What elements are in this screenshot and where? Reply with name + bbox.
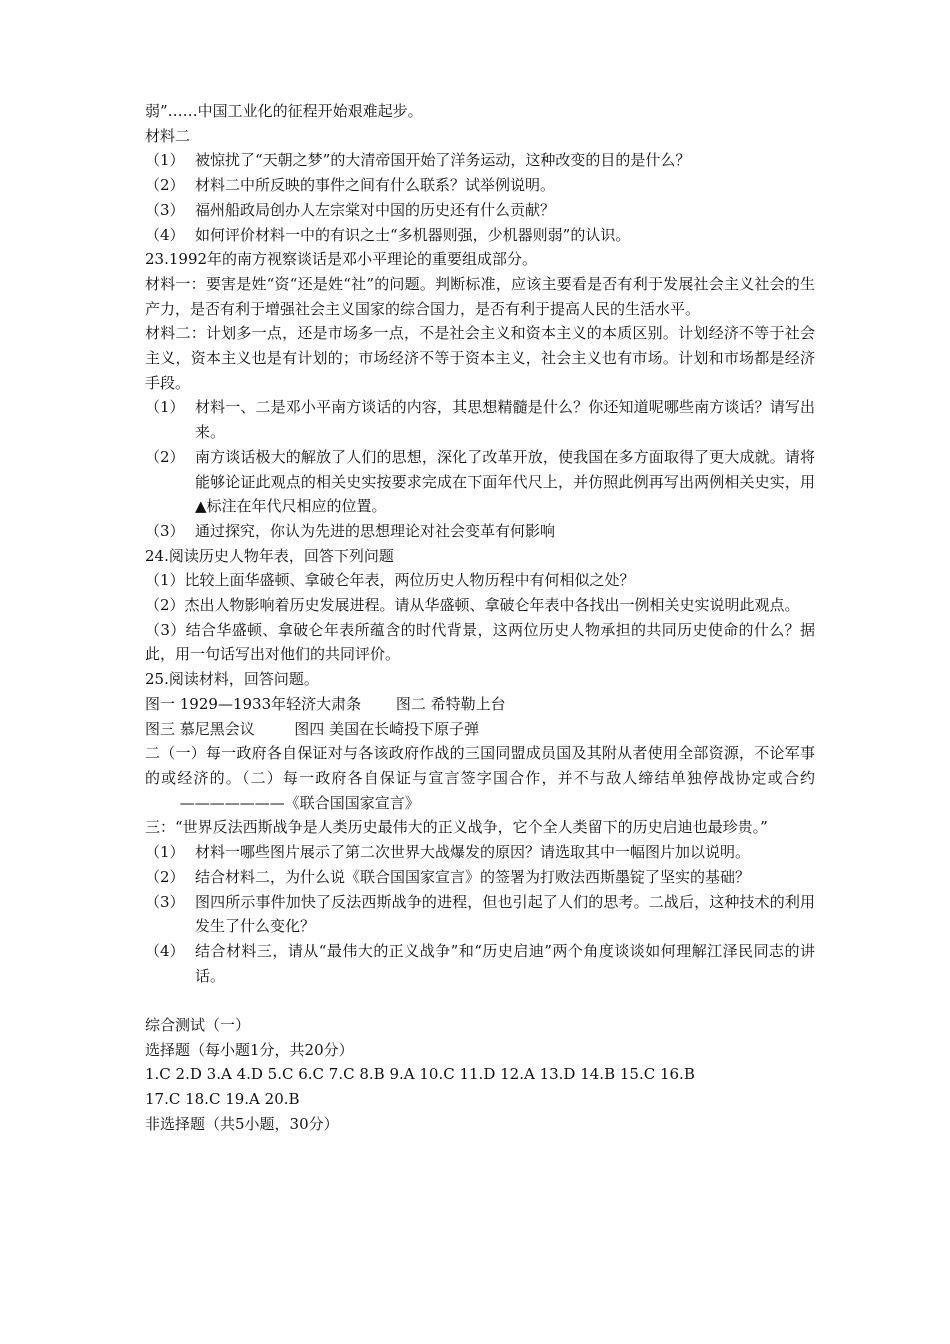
question-text: 结合材料三，请从“最伟大的正义战争”和“历史启迪”两个角度谈谈如何理解江泽民同志的讲话。 [195, 941, 815, 985]
question-item [145, 173, 815, 198]
question-number: （4） [145, 941, 185, 960]
question-item [145, 445, 815, 519]
answer-subtitle: 非选择题（共5小题，30分） [145, 1114, 339, 1133]
material-paragraph: 二（一）每一政府各自保证对与各该政府作战的三国同盟成员国及其附从者使用全部资源，不论军事的或经济的。（二）每一政府各自保证与宣言签字国合作，并不与敌人缔结单独停战协定或合约 ———————《联合国国家宣言》 [145, 744, 815, 812]
question-item [145, 223, 815, 248]
question-text: 南方谈话极大的解放了人们的思想，深化了改革开放，使我国在多方面取得了更大成就。请将能够论证此观点的相关史实按要求完成在下面年代尺上，并仿照此例再写出两例相关史实，用▲标注在年代尺相应的位置。 [195, 447, 815, 516]
answer-section-title: 综合测试（一） [145, 1016, 251, 1034]
question-text: 福州船政局创办人左宗棠对中国的历史还有什么贡献？ [195, 200, 556, 219]
sub-question: （2）杰出人物影响着历史发展进程。请从华盛顿、拿破仑年表中各找出一例相关史实说明此观点。 [145, 596, 800, 615]
question-text: 被惊扰了“天朝之梦”的大清帝国开始了洋务运动，这种改变的目的是什么？ [195, 151, 691, 170]
question-title: 24.阅读历史人物年表，回答下列问题 [145, 546, 394, 565]
question-title: 23.1992年的南方视察谈话是邓小平理论的重要组成部分。 [145, 250, 538, 269]
question-text: 如何评价材料一中的有识之士“多机器则强，少机器则弱”的认识。 [195, 225, 631, 244]
answer-subtitle: 选择题（每小题1分，共20分） [145, 1040, 354, 1059]
text-line: 弱”……中国工业化的征程开始艰难起步。 [145, 102, 423, 120]
sub-question: （1）比较上面华盛顿、拿破仑年表，两位历史人物历程中有何相似之处？ [145, 571, 635, 590]
material-heading: 材料二 [145, 126, 191, 145]
question-item [145, 890, 815, 939]
material-paragraph: 材料二：计划多一点，还是市场多一点，不是社会主义和资本主义的本质区别。计划经济不等于社会主义，资本主义也是有计划的；市场经济不等于资本主义，社会主义也有市场。计划和市场都是经济手段。 [145, 324, 815, 392]
question-text: 通过探究，你认为先进的思想理论对社会变革有何影响 [195, 521, 556, 540]
question-item [145, 148, 815, 173]
answer-key-line: 17.C 18.C 19.A 20.B [145, 1090, 300, 1109]
sub-question: （3）结合华盛顿、拿破仑年表所蕴含的时代背景，这两位历史人物承担的共同历史使命的什么？据此，用一句话写出对他们的共同评价。 [145, 620, 815, 664]
question-number: （3） [145, 521, 185, 540]
figure-caption: 图三 慕尼黑会议 图四 美国在长崎投下原子弹 [145, 719, 480, 738]
question-number: （3） [145, 200, 185, 219]
question-text: 材料一、二是邓小平南方谈话的内容，其思想精髓是什么？你还知道呢哪些南方谈话？请写出来。 [195, 398, 815, 442]
question-item [145, 939, 815, 988]
question-number: （2） [145, 867, 185, 886]
document-page [145, 99, 815, 1137]
question-text: 材料二中所反映的事件之间有什么联系？试举例说明。 [195, 176, 556, 195]
question-number: （1） [145, 398, 185, 417]
question-number: （2） [145, 176, 185, 195]
question-item [145, 198, 815, 223]
figure-caption: 图一 1929—1933年轻济大肃条 图二 希特勒上台 [145, 694, 506, 713]
blank-line [145, 988, 815, 1013]
question-text: 图四所示事件加快了反法西斯战争的进程，但也引起了人们的思考。二战后，这种技术的利用发生了什么变化？ [195, 892, 815, 936]
question-title: 25.阅读材料，回答问题。 [145, 670, 319, 689]
question-number: （4） [145, 225, 185, 244]
material-paragraph: 材料一：要害是姓“资“还是姓“社”的问题。判断标准，应该主要看是否有利于发展社会主义社会的生产力，是否有利于增强社会主义国家的综合国力，是否有利于提高人民的生活水平。 [145, 274, 815, 318]
question-item [145, 519, 815, 544]
question-number: （1） [145, 151, 185, 170]
question-item [145, 395, 815, 444]
material-paragraph: 三：“世界反法西斯战争是人类历史最伟大的正义战争，它个全人类留下的历史启迪也最珍贵。” [145, 818, 768, 837]
question-item [145, 840, 815, 865]
answer-key-line: 1.C 2.D 3.A 4.D 5.C 6.C 7.C 8.B 9.A 10.C 11.D 12.A 13.D 14.B 15.C 16.B [145, 1065, 695, 1084]
question-number: （3） [145, 892, 185, 911]
question-item [145, 865, 815, 890]
question-text: 结合材料二，为什么说《联合国国家宣言》的签署为打败法西斯墨锭了坚实的基础？ [195, 867, 751, 886]
question-text: 材料一哪些图片展示了第二次世界大战爆发的原因？请选取其中一幅图片加以说明。 [195, 843, 751, 862]
question-number: （1） [145, 843, 185, 862]
question-number: （2） [145, 447, 185, 466]
